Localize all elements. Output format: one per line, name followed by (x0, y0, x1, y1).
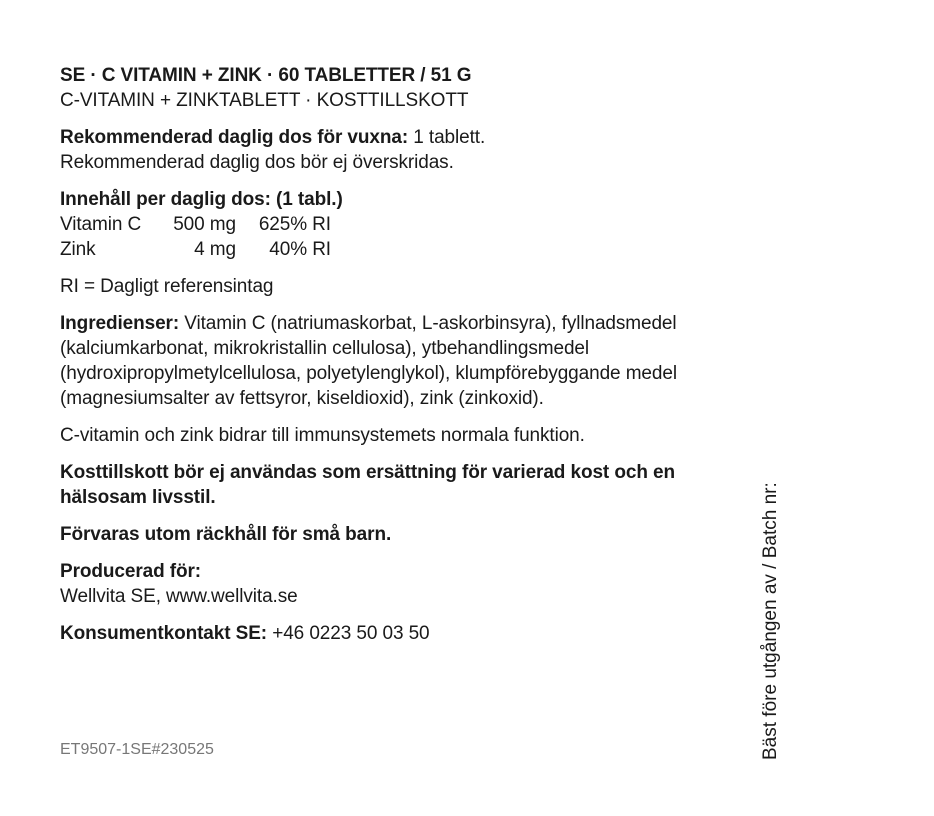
ingredients-text: Vitamin C (natriumaskorbat, L-askorbinsyra), fyllnadsmedel (kalciumkarbonat, mikrokristallin cellulosa), ytbehandlingsmedel (hydroxipropylmetylcellulosa, polyetylenglykol), klumpförebyggande medel (magnesiumsalter av fettsyror, kiseldioxid), zink (zinkoxid). (60, 313, 677, 409)
nutrient-name: Vitamin C (60, 214, 142, 235)
nutrient-ri: 625% RI (258, 214, 331, 235)
dosage-label: Rekommenderad daglig dos för vuxna: (60, 127, 409, 148)
nutrient-name: Zink (60, 239, 96, 260)
best-before-label: Bäst före utgången av / Batch nr: (760, 482, 781, 760)
nutrient-ri: 40% RI (269, 239, 331, 260)
supplement-notice: Kosttillskott bör ej användas som ersättning för varierad kost och en hälsosam livsstil. (60, 462, 675, 508)
health-claim: C-vitamin och zink bidrar till immunsystemets normala funktion. (60, 425, 585, 446)
dosage-line (60, 125, 700, 150)
producer-value: Wellvita SE, www.wellvita.se (60, 586, 298, 607)
best-before-area (758, 454, 784, 760)
contact-block (60, 621, 700, 646)
product-subtitle: C-VITAMIN + ZINKTABLETT · KOSTTILLSKOTT (60, 90, 469, 111)
storage-warning: Förvaras utom räckhåll för små barn. (60, 524, 392, 545)
article-code: ET9507-1SE#230525 (60, 741, 214, 758)
nutrition-table (60, 212, 331, 262)
contact-label: Konsumentkontakt SE: (60, 623, 268, 644)
ingredients-block (60, 311, 700, 411)
table-row (60, 212, 331, 237)
product-title: SE · C VITAMIN + ZINK · 60 TABLETTER / 51 G (60, 65, 472, 86)
producer-block (60, 559, 700, 609)
product-label (60, 63, 700, 658)
header-block (60, 63, 700, 113)
contact-value: +46 0223 50 03 50 (267, 623, 430, 644)
dosage-warning: Rekommenderad daglig dos bör ej överskridas. (60, 152, 454, 173)
ri-note: RI = Dagligt referensintag (60, 276, 274, 297)
contents-block (60, 187, 700, 262)
contents-heading: Innehåll per daglig dos: (1 tabl.) (60, 189, 343, 210)
table-row (60, 237, 331, 262)
ingredients-label: Ingredienser: (60, 313, 180, 334)
dosage-value: 1 tablett. (408, 127, 486, 148)
nutrient-amount: 4 mg (194, 239, 236, 260)
nutrient-amount: 500 mg (173, 214, 236, 235)
producer-label: Producerad för: (60, 561, 202, 582)
dosage-block (60, 125, 700, 175)
